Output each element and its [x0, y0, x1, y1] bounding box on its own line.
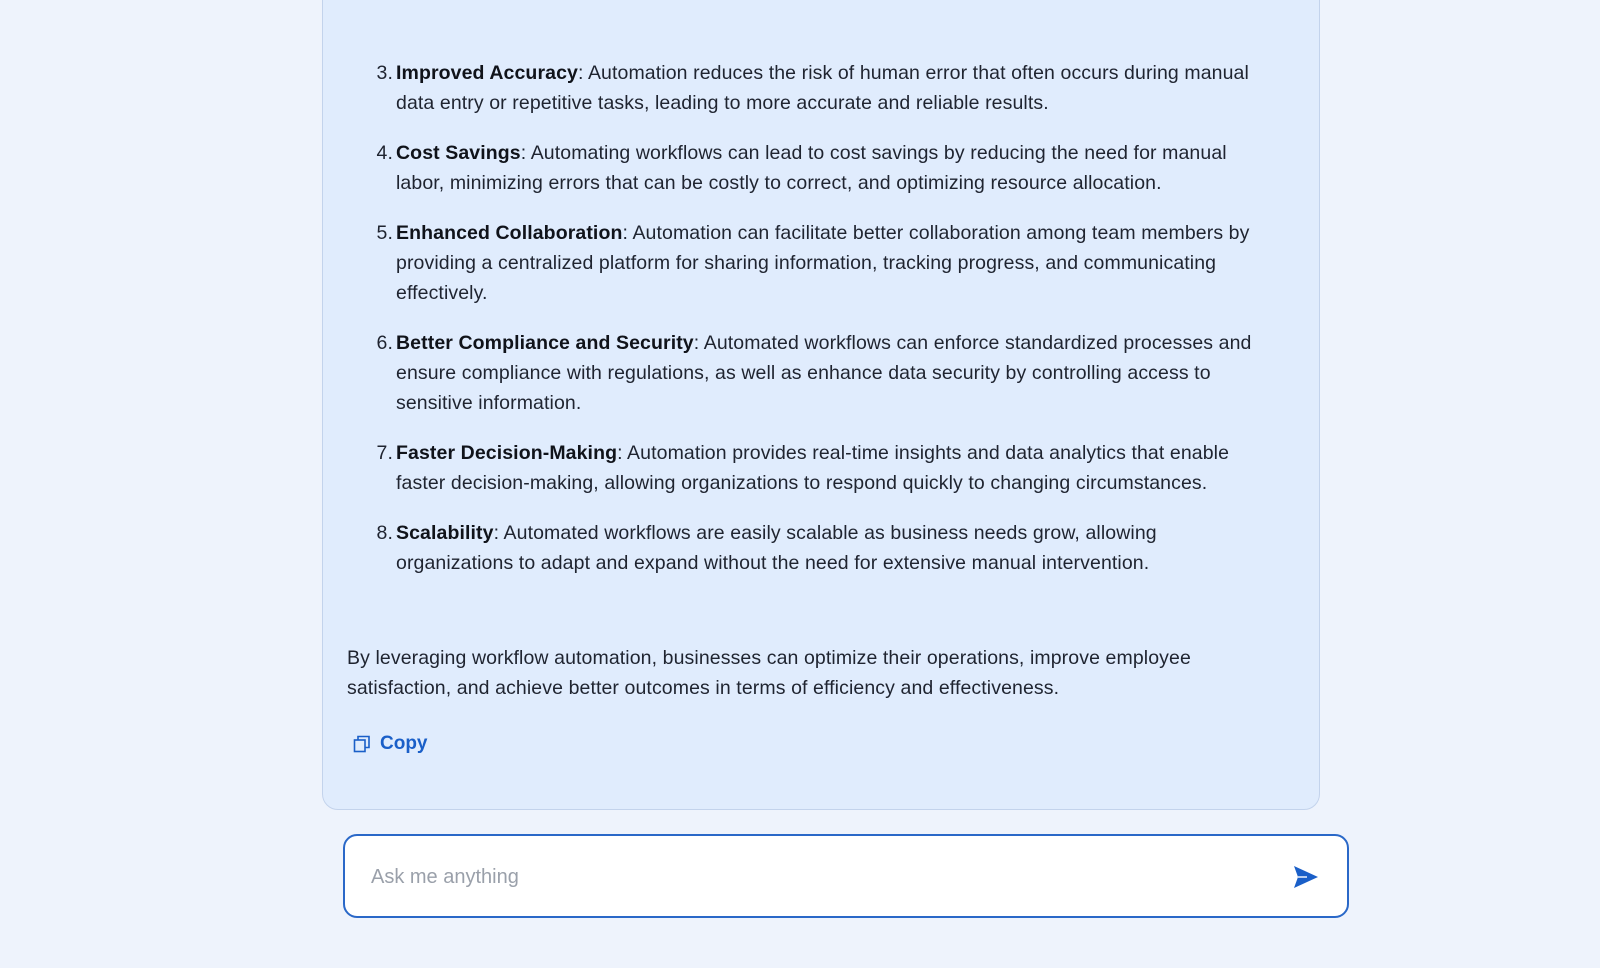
list-item-number: 4. — [376, 142, 393, 164]
list-item — [371, 58, 1253, 118]
list-item — [371, 438, 1253, 498]
list-item-number: 3. — [376, 62, 393, 84]
list-item-number: 7. — [376, 442, 393, 464]
list-item — [371, 138, 1253, 198]
send-button[interactable] — [1291, 862, 1321, 892]
send-icon — [1291, 880, 1321, 895]
list-item-number: 8. — [376, 522, 393, 544]
list-item-text: : Automation provides real-time insights and data analytics that enable faster decision-making, allowing organizations to respond quickly to changing circumstances. — [396, 442, 1230, 494]
list-item-number: 6. — [376, 332, 393, 354]
conclusion-paragraph: By leveraging workflow automation, businesses can optimize their operations, improve employee satisfaction, and achieve better outcomes in terms of efficiency and effectiveness. — [347, 647, 1191, 699]
list-item-number: 5. — [376, 222, 393, 244]
list-item-text: : Automation reduces the risk of human error that often occurs during manual data entry or repetitive tasks, leading to more accurate and reliable results. — [396, 62, 1249, 114]
list-item — [371, 218, 1253, 308]
chat-input[interactable] — [369, 836, 1253, 918]
list-item — [371, 328, 1253, 418]
list-item-title: Enhanced Collaboration — [396, 222, 623, 244]
list-item-title: Scalability — [396, 522, 494, 544]
chat-composer — [343, 834, 1349, 918]
copy-button[interactable] — [353, 733, 428, 755]
list-item-title: Better Compliance and Security — [396, 332, 694, 354]
list-item-title: Cost Savings — [396, 142, 521, 164]
copy-label: Copy — [380, 733, 428, 754]
list-item-text: : Automation can facilitate better collaboration among team members by providing a centralized platform for sharing information, tracking progress, and communicating effectively. — [396, 222, 1250, 304]
list-item — [371, 518, 1253, 578]
copy-icon — [353, 735, 371, 753]
assistant-message — [322, 0, 1320, 810]
list-item-text: : Automated workflows can enforce standardized processes and ensure compliance with regulations, as well as enhance data security by controlling access to sensitive information. — [396, 332, 1252, 414]
list-item-title: Faster Decision-Making — [396, 442, 618, 464]
list-item-text: : Automating workflows can lead to cost savings by reducing the need for manual labor, minimizing errors that can be costly to correct, and optimizing resource allocation. — [396, 142, 1227, 194]
answer-list — [371, 58, 1253, 598]
list-item-title: Improved Accuracy — [396, 62, 578, 84]
list-item-text: : Automated workflows are easily scalable as business needs grow, allowing organizations to adapt and expand without the need for extensive manual intervention. — [396, 522, 1157, 574]
